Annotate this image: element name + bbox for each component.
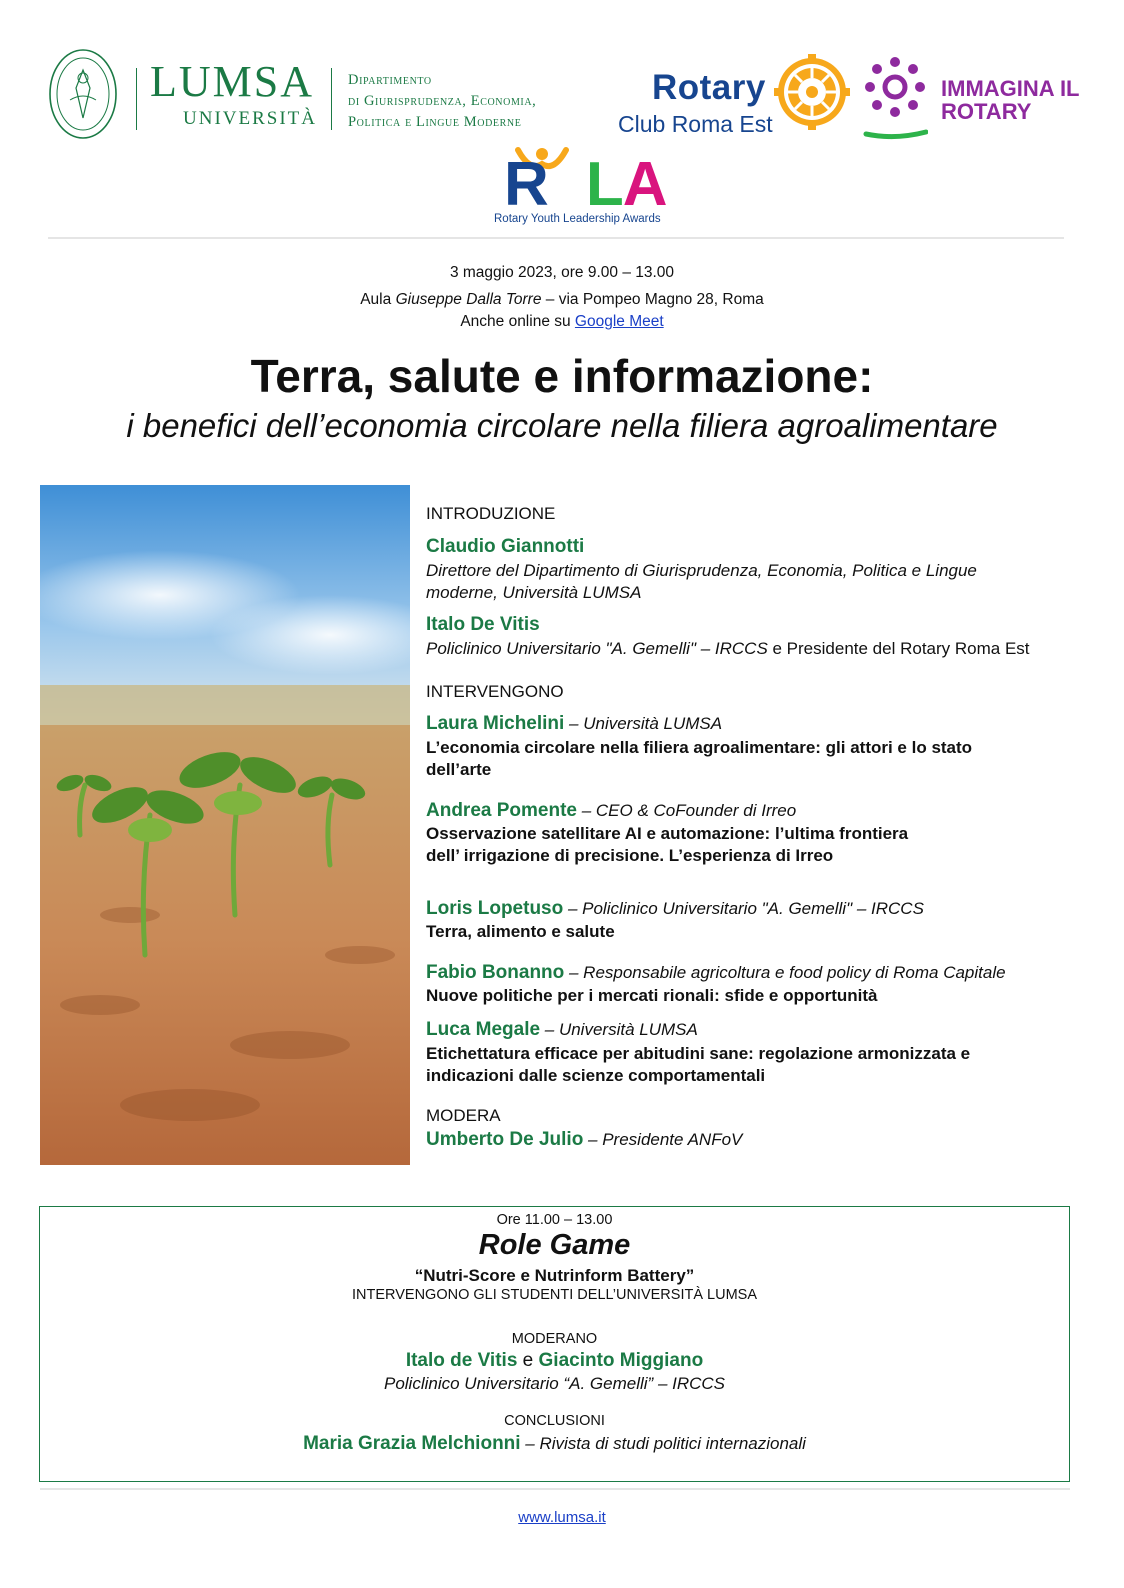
talk-line: L’economia circolare nella filiera agroalimentare: gli attori e lo stato xyxy=(426,738,973,757)
ryla-subtitle: Rotary Youth Leadership Awards xyxy=(494,213,661,225)
rotary-wordmark: Rotary xyxy=(652,68,766,107)
speaker-name: Italo De Vitis xyxy=(426,614,540,635)
name-text: Maria Grazia Melchionni xyxy=(303,1433,521,1454)
event-subtitle: i benefici dell’economia circolare nella filiera agroalimentare xyxy=(126,407,998,444)
talk-line: dell’arte xyxy=(426,760,492,779)
speaker-affiliation: – Università LUMSA xyxy=(540,1020,698,1039)
ryla-letter: R xyxy=(504,150,546,219)
rotary-wheel-icon xyxy=(774,54,850,130)
role-game-title: Role Game xyxy=(478,1229,631,1261)
dept-line: di Giurisprudenza, Economia, xyxy=(348,93,537,109)
moderator-affiliation: – Presidente ANFoV xyxy=(583,1130,743,1149)
department-name xyxy=(348,70,536,133)
dept-line: Dipartimento xyxy=(348,72,432,88)
place-address: – via Pompeo Magno 28, Roma xyxy=(541,291,764,308)
event-online xyxy=(0,313,1124,331)
role-game-time: Ore 11.00 – 13.00 xyxy=(496,1212,613,1228)
speaker-affiliation: – Università LUMSA xyxy=(564,714,723,733)
place-prefix: Aula xyxy=(360,291,396,308)
lumsa-wordmark: LUMSA xyxy=(150,57,315,106)
talk-line: Nuove politiche per i mercati rionali: sfide e opportunità xyxy=(426,986,878,1005)
place-room: Giuseppe Dalla Torre xyxy=(395,291,542,308)
moderator-name xyxy=(426,1129,742,1151)
talk-title xyxy=(426,1043,1086,1087)
desc-line: moderne, Università LUMSA xyxy=(426,583,642,602)
event-date: 3 maggio 2023, ore 9.00 – 13.00 xyxy=(449,264,675,281)
event-title: Terra, salute e informazione: xyxy=(250,350,874,402)
interventions-label: INTERVENGONO xyxy=(426,682,564,701)
talk-title xyxy=(426,921,1026,943)
divider xyxy=(48,237,1064,239)
talk-title xyxy=(426,823,1026,867)
moderator-2: Giacinto Miggiano xyxy=(538,1350,704,1371)
event-place xyxy=(0,291,1124,309)
rotary-club-name: Club Roma Est xyxy=(618,111,773,137)
divider xyxy=(40,1488,1070,1490)
speaker-affiliation: – Responsabile agricoltura e food policy di Roma Capitale xyxy=(564,963,1006,982)
role-game-mod-label: MODERANO xyxy=(511,1331,598,1347)
speaker-name xyxy=(426,713,722,735)
role-game-participants: INTERVENGONO GLI STUDENTI DELL’UNIVERSITÀ LUMSA xyxy=(351,1287,757,1303)
ryla-logo xyxy=(504,150,667,220)
moderator-label: MODERA xyxy=(426,1106,501,1125)
desc-line: Direttore del Dipartimento di Giurisprudenza, Economia, Politica e Lingue xyxy=(426,561,977,580)
role-game-mod-affiliation: Policlinico Universitario “A. Gemelli” – IRCCS xyxy=(383,1374,726,1393)
name-text: Luca Megale xyxy=(426,1019,541,1040)
speaker-affiliation: – CEO & CoFounder di Irreo xyxy=(576,801,797,820)
speaker-name: Claudio Giannotti xyxy=(426,536,585,557)
google-meet-link[interactable]: Google Meet xyxy=(574,313,664,330)
header-divider-2 xyxy=(331,68,332,130)
lumsa-subtitle: UNIVERSITÀ xyxy=(183,108,317,129)
desc-plain: e Presidente del Rotary Roma Est xyxy=(767,639,1030,658)
imagina-line: ROTARY xyxy=(941,99,1032,124)
and-text: e xyxy=(517,1350,539,1371)
talk-line: Etichettatura efficace per abitudini sane: regolazione armonizzata e xyxy=(426,1044,971,1063)
ryla-letter: L xyxy=(585,150,623,219)
speaker-desc xyxy=(426,638,1106,660)
moderator-1: Italo de Vitis xyxy=(405,1350,518,1371)
imagina-rotary-text xyxy=(941,77,1080,123)
talk-title xyxy=(426,985,1086,1007)
name-text: Andrea Pomente xyxy=(426,800,577,821)
role-game-moderators xyxy=(39,1350,1070,1372)
intro-label: INTRODUZIONE xyxy=(426,504,556,523)
speaker-affiliation: – Policlinico Universitario "A. Gemelli" – IRCCS xyxy=(563,899,924,918)
seedlings-photo xyxy=(40,485,410,1165)
lumsa-seal-logo xyxy=(48,48,118,140)
conclusions-speaker xyxy=(39,1433,1070,1455)
ryla-letter: A xyxy=(622,150,667,219)
name-text: Fabio Bonanno xyxy=(426,962,565,983)
desc-italic: Policlinico Universitario "A. Gemelli" – IRCCS xyxy=(426,639,768,658)
online-prefix: Anche online su xyxy=(460,313,575,330)
talk-line: dell’ irrigazione di precisione. L’esperienza di Irreo xyxy=(426,846,834,865)
speaker-name xyxy=(426,800,796,822)
imagina-line: IMMAGINA IL xyxy=(941,76,1080,101)
speaker-desc xyxy=(426,560,1086,604)
speaker-name xyxy=(426,1019,698,1041)
footer xyxy=(0,1509,1124,1526)
website-link[interactable]: www.lumsa.it xyxy=(518,1509,606,1526)
name-text: Laura Michelini xyxy=(426,713,565,734)
speaker-name xyxy=(426,962,1006,984)
talk-title xyxy=(426,737,1046,781)
name-text: Umberto De Julio xyxy=(426,1129,584,1150)
header-divider xyxy=(136,68,137,130)
imagina-rotary-icon xyxy=(862,56,928,140)
conclusions-label: CONCLUSIONI xyxy=(504,1413,605,1429)
name-text: Loris Lopetuso xyxy=(426,898,564,919)
role-game-subtitle: “Nutri-Score e Nutrinform Battery” xyxy=(414,1266,695,1285)
ryla-letter xyxy=(545,150,585,219)
talk-line: Terra, alimento e salute xyxy=(426,922,615,941)
talk-line: indicazioni dalle scienze comportamentali xyxy=(426,1066,766,1085)
talk-line: Osservazione satellitare AI e automazione: l’ultima frontiera xyxy=(426,824,909,843)
speaker-name xyxy=(426,898,924,920)
conclusions-affiliation: – Rivista di studi politici internazionali xyxy=(520,1434,806,1453)
dept-line: Politica e Lingue Moderne xyxy=(348,114,522,130)
